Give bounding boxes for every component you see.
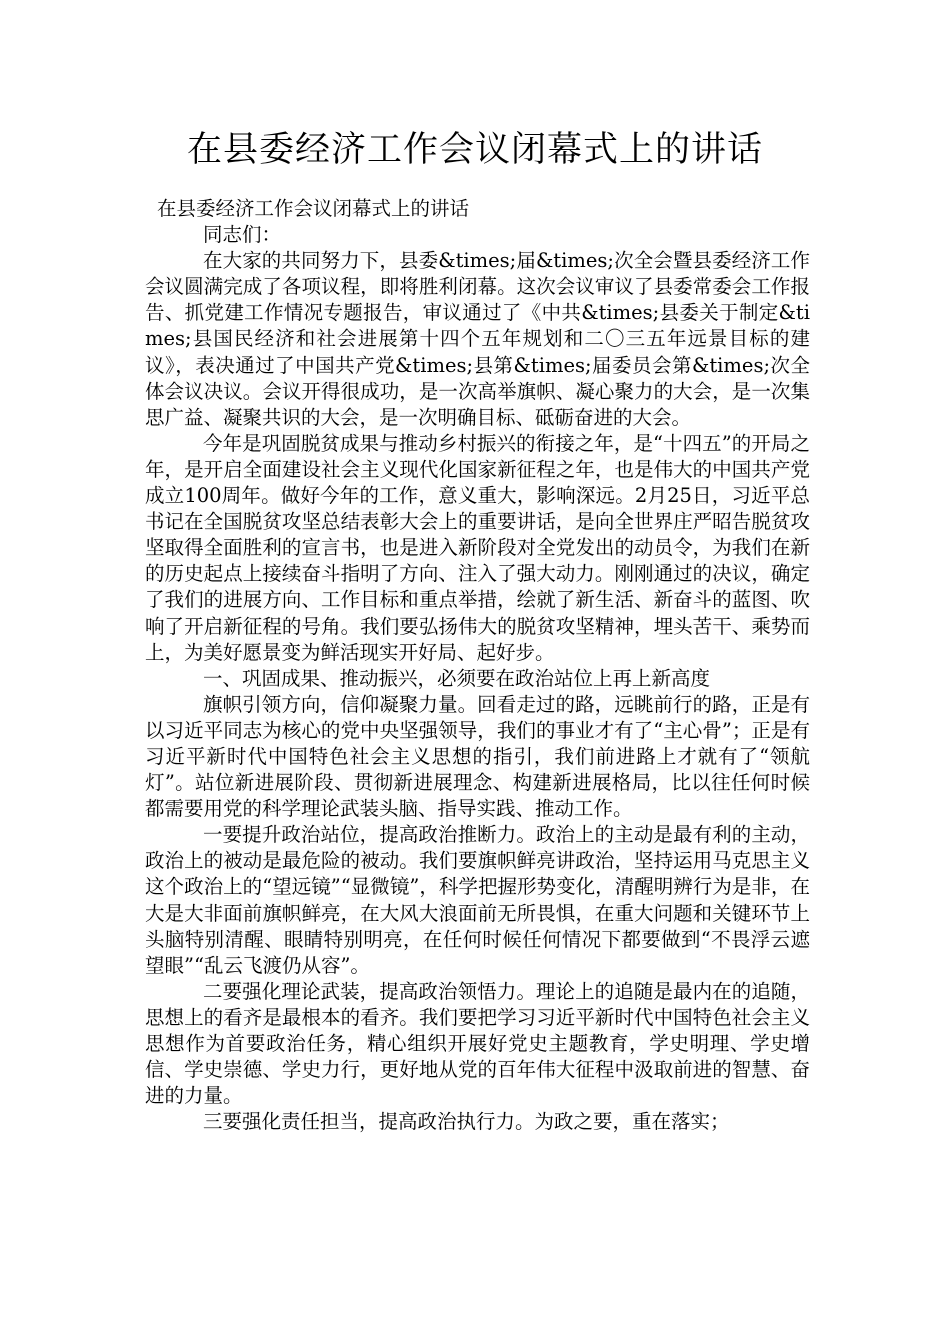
document-body — [145, 196, 810, 1135]
paragraph-point-two: 二要强化理论武装，提高政治领悟力。理论上的追随是最内在的追随，思想上的看齐是最根本的看齐。我们要把学习习近平新时代中国特色社会主义思想作为首要政治任务，精心组织开展好党史主题教育，学史明理、学史增信、学史崇德、学史力行，更好地从党的百年伟大征程中汲取前进的智慧、奋进的力量。 — [145, 979, 810, 1108]
document-title: 在县委经济工作会议闭幕式上的讲话 — [186, 130, 763, 170]
paragraph-banner-direction: 旗帜引领方向，信仰凝聚力量。回看走过的路，远眺前行的路，正是有以习近平同志为核心的党中央坚强领导，我们的事业才有了“主心骨”；正是有习近平新时代中国特色社会主义思想的指引，我们前进路上才就有了“领航灯”。站位新进展阶段、贯彻新进展理念、构建新进展格局，比以往任何时候都需要用党的科学理论武装头脑、指导实践、推动工作。 — [145, 692, 810, 821]
paragraph-this-year: 今年是巩固脱贫成果与推动乡村振兴的衔接之年，是“十四五”的开局之年，是开启全面建设社会主义现代化国家新征程之年，也是伟大的中国共产党成立100周年。做好今年的工作，意义重大，影响深远。2月25日，习近平总书记在全国脱贫攻坚总结表彰大会上的重要讲话，是向全世界庄严昭告脱贫攻坚取得全面胜利的宣言书，也是进入新阶段对全党发出的动员令，为我们在新的历史起点上接续奋斗指明了方向、注入了强大动力。刚刚通过的决议，确定了我们的进展方向、工作目标和重点举措，绘就了新生活、新奋斗的蓝图、吹响了开启新征程的号角。我们要弘扬伟大的脱贫攻坚精神，埋头苦干、乘势而上，为美好愿景变为鲜活现实开好局、起好步。 — [145, 431, 810, 664]
paragraph-point-one: 一要提升政治站位，提高政治推断力。政治上的主动是最有利的主动，政治上的被动是最危险的被动。我们要旗帜鲜亮讲政治，坚持运用马克思主义这个政治上的“望远镜”“显微镜”，科学把握形势变化，清醒明辨行为是非，在大是大非面前旗帜鲜亮，在大风大浪面前无所畏惧，在重大问题和关键环节上头脑特别清醒、眼睛特别明亮，在任何时候任何情况下都要做到“不畏浮云遮望眼”“乱云飞渡仍从容”。 — [145, 823, 810, 977]
salutation: 同志们： — [203, 223, 282, 247]
section-heading-one: 一、巩固成果、推动振兴，必须要在政治站位上再上新高度 — [203, 666, 711, 690]
paragraph-opening: 在大家的共同努力下，县委&times;届&times;次全会暨县委经济工作会议圆满完成了各项议程，即将胜利闭幕。这次会议审议了县委常委会工作报告、抓党建工作情况专题报告，审议通过了《中共&times;县委关于制定&times;县国民经济和社会进展第十四个五年规划和二〇三五年远景目标的建议》，表决通过了中国共产党&times;县第&times;届委员会第&times;次全体会议决议。会议开得很成功，是一次高举旗帜、凝心聚力的大会，是一次集思广益、凝聚共识的大会，是一次明确目标、砥砺奋进的大会。 — [145, 249, 810, 429]
document-subtitle: 在县委经济工作会议闭幕式上的讲话 — [157, 197, 470, 220]
paragraph-point-three: 三要强化责任担当，提高政治执行力。为政之要，重在落实； — [203, 1110, 730, 1134]
